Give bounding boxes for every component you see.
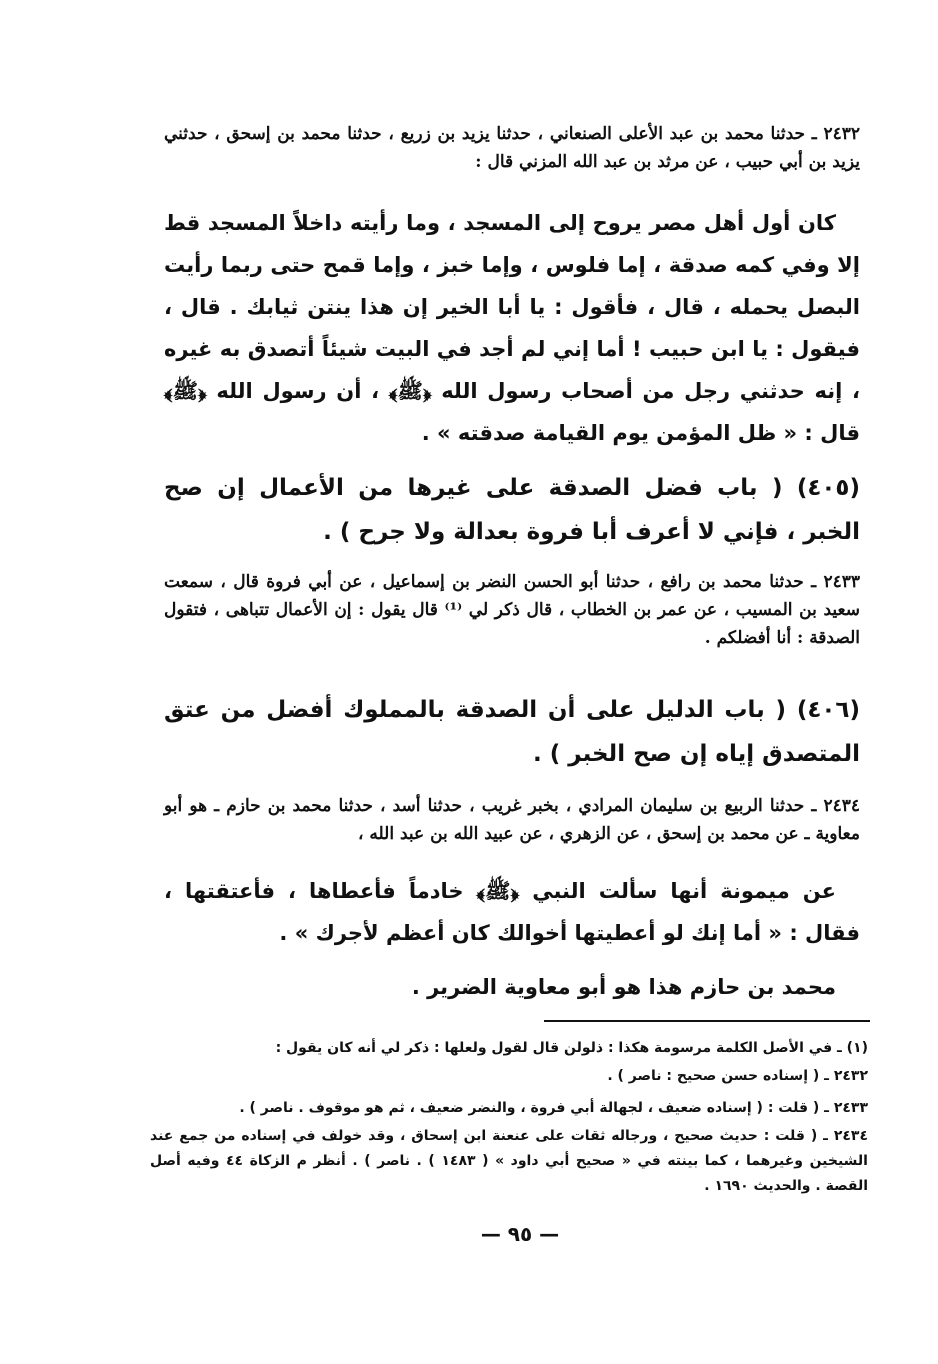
footnote-2432: ٢٤٣٢ ـ ( إسناده حسن صحيح : ناصر ) . <box>607 1068 868 1084</box>
footnote-1: (١) ـ في الأصل الكلمة مرسومة هكذا : ذلولن قال لقول ولعلها : ذكر لي أنه كان يقول : <box>275 1040 868 1056</box>
hadith-2432-matn: كان أول أهل مصر يروح إلى المسجد ، وما رأيته داخلاً المسجد قط إلا وفي كمه صدقة ، إما فلوس ، وإما خبز ، وإما قمح حتى ربما رأيت البصل يحمله ، قال ، فأقول : يا أبا الخير إن هذا ينتن ثيابك . قال ، فيقول : يا ابن حبيب ! أما إني لم أجد في البيت شيئاً أتصدق به غيره ، إنه حدثني رجل من أصحاب رسول الله ﴿ﷺ﴾ ، أن رسول الله ﴿ﷺ﴾ قال : « ظل المؤمن يوم القيامة صدقته » . <box>164 211 860 445</box>
hadith-2432-isnad: ٢٤٣٢ ـ حدثنا محمد بن عبد الأعلى الصنعاني ، حدثنا يزيد بن زريع ، حدثنا محمد بن إسحق ، حدثني يزيد بن أبي حبيب ، عن مرثد بن عبد الله المزني قال : <box>164 124 860 172</box>
footnote-2434: ٢٤٣٤ ـ ( قلت : حديث صحيح ، ورجاله ثقات على عنعنة ابن إسحاق ، وقد خولف في إسناده من جمع عند الشيخين وغيرهما ، كما بينته في « صحيح أبي داود » ( ١٤٨٣ ) . ناصر ) . أنظر م الزكاة ٤٤ وفيه أصل القصة . والحديث ١٦٩٠ . <box>150 1128 868 1194</box>
page-number: — ٩٥ — <box>480 1222 560 1246</box>
hadith-2434-matn: عن ميمونة أنها سألت النبي ﴿ﷺ﴾ خادماً فأعطاها ، فأعتقتها ، فقال : « أما إنك لو أعطيتها أخوالك كان أعظم لأجرك » . <box>164 879 860 945</box>
chapter-406-heading: (٤٠٦) ( باب الدليل على أن الصدقة بالمملوك أفضل من عتق المتصدق إياه إن صح الخبر ) . <box>164 697 860 767</box>
hadith-2433-text: ٢٤٣٣ ـ حدثنا محمد بن رافع ، حدثنا أبو الحسن النضر بن إسماعيل ، عن أبي فروة قال ، سمعت سعيد بن المسيب ، عن عمر بن الخطاب ، قال ذكر لي ⁽¹⁾ قال يقول : إن الأعمال تتباهى ، فتقول الصدقة : أنا أفضلكم . <box>164 572 860 648</box>
footnote-divider <box>544 1020 870 1022</box>
chapter-405-heading: (٤٠٥) ( باب فضل الصدقة على غيرها من الأعمال إن صح الخبر ، فإني لا أعرف أبا فروة بعدالة ولا جرح ) . <box>164 475 860 545</box>
hadith-2434-note: محمد بن حازم هذا هو أبو معاوية الضرير . <box>411 975 836 999</box>
hadith-2434-isnad: ٢٤٣٤ ـ حدثنا الربيع بن سليمان المرادي ، بخبر غريب ، حدثنا أسد ، حدثنا محمد بن حازم ـ هو أبو معاوية ـ عن محمد بن إسحق ، عن الزهري ، عن عبيد الله بن عبد الله ، <box>164 796 860 844</box>
footnote-2433: ٢٤٣٣ ـ ( قلت : ( إسناده ضعيف ، لجهالة أبي فروة ، والنضر ضعيف ، ثم هو موقوف . ناصر ) . <box>239 1100 868 1116</box>
